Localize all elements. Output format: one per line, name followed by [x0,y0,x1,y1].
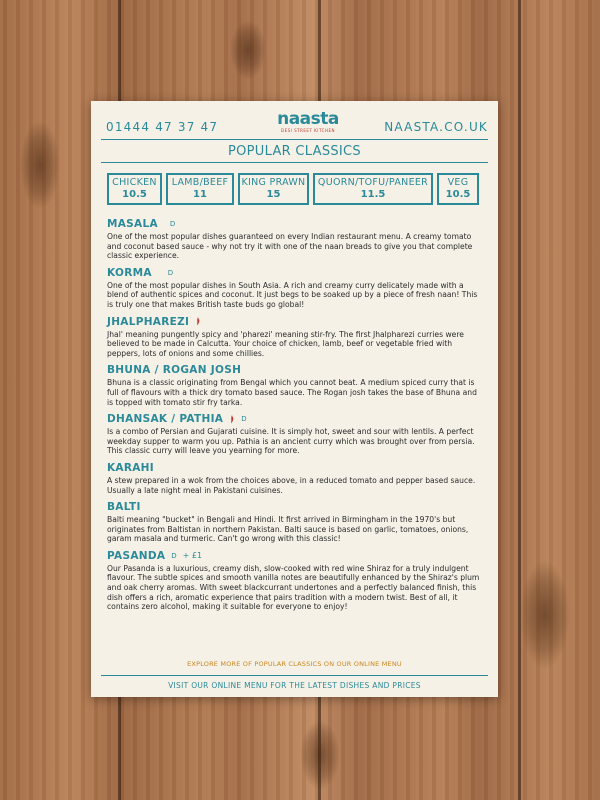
dish-description: Balti meaning "bucket" in Bengali and Hindi. It first arrived in Birmingham in the 1970's but originates from Baltistan in northern Pakistan. Balti sauce is based on garlic, tomatoes, onions, garam masala and turmeric. Can't go wrong with this classic! [107,515,469,544]
dish-description: Jhal' meaning pungently spicy and 'pharezi' meaning stir-fry. The first Jhalpharezi curries were believed to be made in Calcutta. Your choice of chicken, lamb, beef or vegetable fried with peppers, lots of onions and some chillies. [107,329,464,358]
dish-jhalpharezi [107,315,483,359]
dairy-badge: D [167,268,174,277]
dish-description: A stew prepared in a wok from the choices above, in a reduced tomato and pepper based sauce. Usually a late night meal in Pakistani cuisines. [107,475,476,495]
dish-description: Bhuna is a classic originating from Bengal which you cannot beat. A medium spiced curry that is full of flavours with a thick dry tomato based sauce. The Rogan josh takes the base of Bhuna and is topped with tomato stir fry tarka. [107,378,477,407]
price-box-lamb-beef [166,173,234,205]
price-row [107,173,482,205]
dish-description: Is a combo of Persian and Gujarati cuisine. It is simply hot, sweet and sour with lentils. A perfect weekday supper to warm you up. Pathia is an ancient curry which was brought over from persia. This classic curry will leave you yearning for more. [107,427,475,456]
dish-name: PASANDA [107,549,166,562]
dish-description: One of the most popular dishes guaranteed on every Indian restaurant menu. A creamy tomato and coconut based sauce - why not try it with one of the naan breads to give you that complete classic experience. [107,232,473,261]
extra-charge: + £1 [182,551,203,561]
logo-text: naasta [277,109,339,129]
dish-bhuna-rogan-josh [107,363,483,407]
wood-knot [300,720,340,790]
chili-icon [195,317,201,326]
dairy-badge: D [171,551,177,560]
price-label: QUORN/TOFU/PANEER [317,177,429,188]
explore-note: EXPLORE MORE OF POPULAR CLASSICS ON OUR ONLINE MENU [187,660,402,668]
naasta-logo [277,111,339,134]
price-box-king-prawn [238,173,309,205]
price-value: 10.5 [445,189,471,200]
dish-balti [107,500,483,544]
price-label: CHICKEN [112,177,157,188]
dish-dhansak-pathia [107,412,483,456]
dish-korma [107,266,483,310]
dish-description: Our Pasanda is a luxurious, creamy dish, slow-cooked with red wine Shiraz for a truly indulgent flavour. The subtle spices and smooth vanilla notes are beautifully enhanced by the Shiraz's plum and oak cherry aromas. With sweet blackcurrant undertones and a perfectly balanced finish, this dish offers a rich, aromatic experience that pairs tradition with a modern twist. Best of all, it contains zero alcohol, making it suitable for everyone to enjoy! [107,563,480,612]
phone-number: 01444 47 37 47 [106,120,219,134]
dish-karahi [107,461,483,495]
wood-knot [20,120,60,210]
price-label: LAMB/BEEF [171,177,229,188]
title-divider [101,162,488,163]
dish-name: MASALA [107,218,158,230]
price-label: VEG [447,177,469,188]
price-value: 15 [266,189,281,200]
section-title: POPULAR CLASSICS [227,144,361,159]
dairy-badge: D [241,415,247,424]
dish-pasanda [107,549,483,612]
price-value: 11 [193,189,207,200]
footer-text: VISIT OUR ONLINE MENU FOR THE LATEST DISHES AND PRICES [168,681,421,690]
header-divider [101,139,488,140]
price-value: 11.5 [360,189,386,200]
price-box-quorn-tofu-paneer [313,173,433,205]
wood-knot [520,560,570,670]
dish-name: BALTI [107,501,141,514]
dairy-badge: D [169,220,176,228]
menu-sheet [91,101,498,697]
price-value: 10.5 [122,189,147,200]
dish-name: BHUNA / ROGAN JOSH [107,364,242,377]
website-url: NAASTA.CO.UK [384,120,488,134]
dish-name: JHALPHAREZI [107,315,190,328]
logo-subtitle: DESI STREET KITCHEN [281,128,335,133]
price-label: KING PRAWN [241,177,306,188]
footer-divider [101,675,488,676]
chili-icon [229,415,235,424]
dish-list [107,217,483,617]
dish-name: KORMA [107,266,152,279]
dish-description: One of the most popular dishes in South Asia. A rich and creamy curry delicately made with a blend of authentic spices and coconut. It just begs to be soaked up by a piece of fresh naan! This is truly one that makes British taste buds go global! [107,280,478,309]
dish-masala [107,217,483,261]
price-box-veg [437,173,479,205]
dish-name: KARAHI [107,461,154,474]
wood-knot [230,20,266,80]
price-box-chicken [107,173,162,205]
dish-name: DHANSAK / PATHIA [107,413,224,426]
